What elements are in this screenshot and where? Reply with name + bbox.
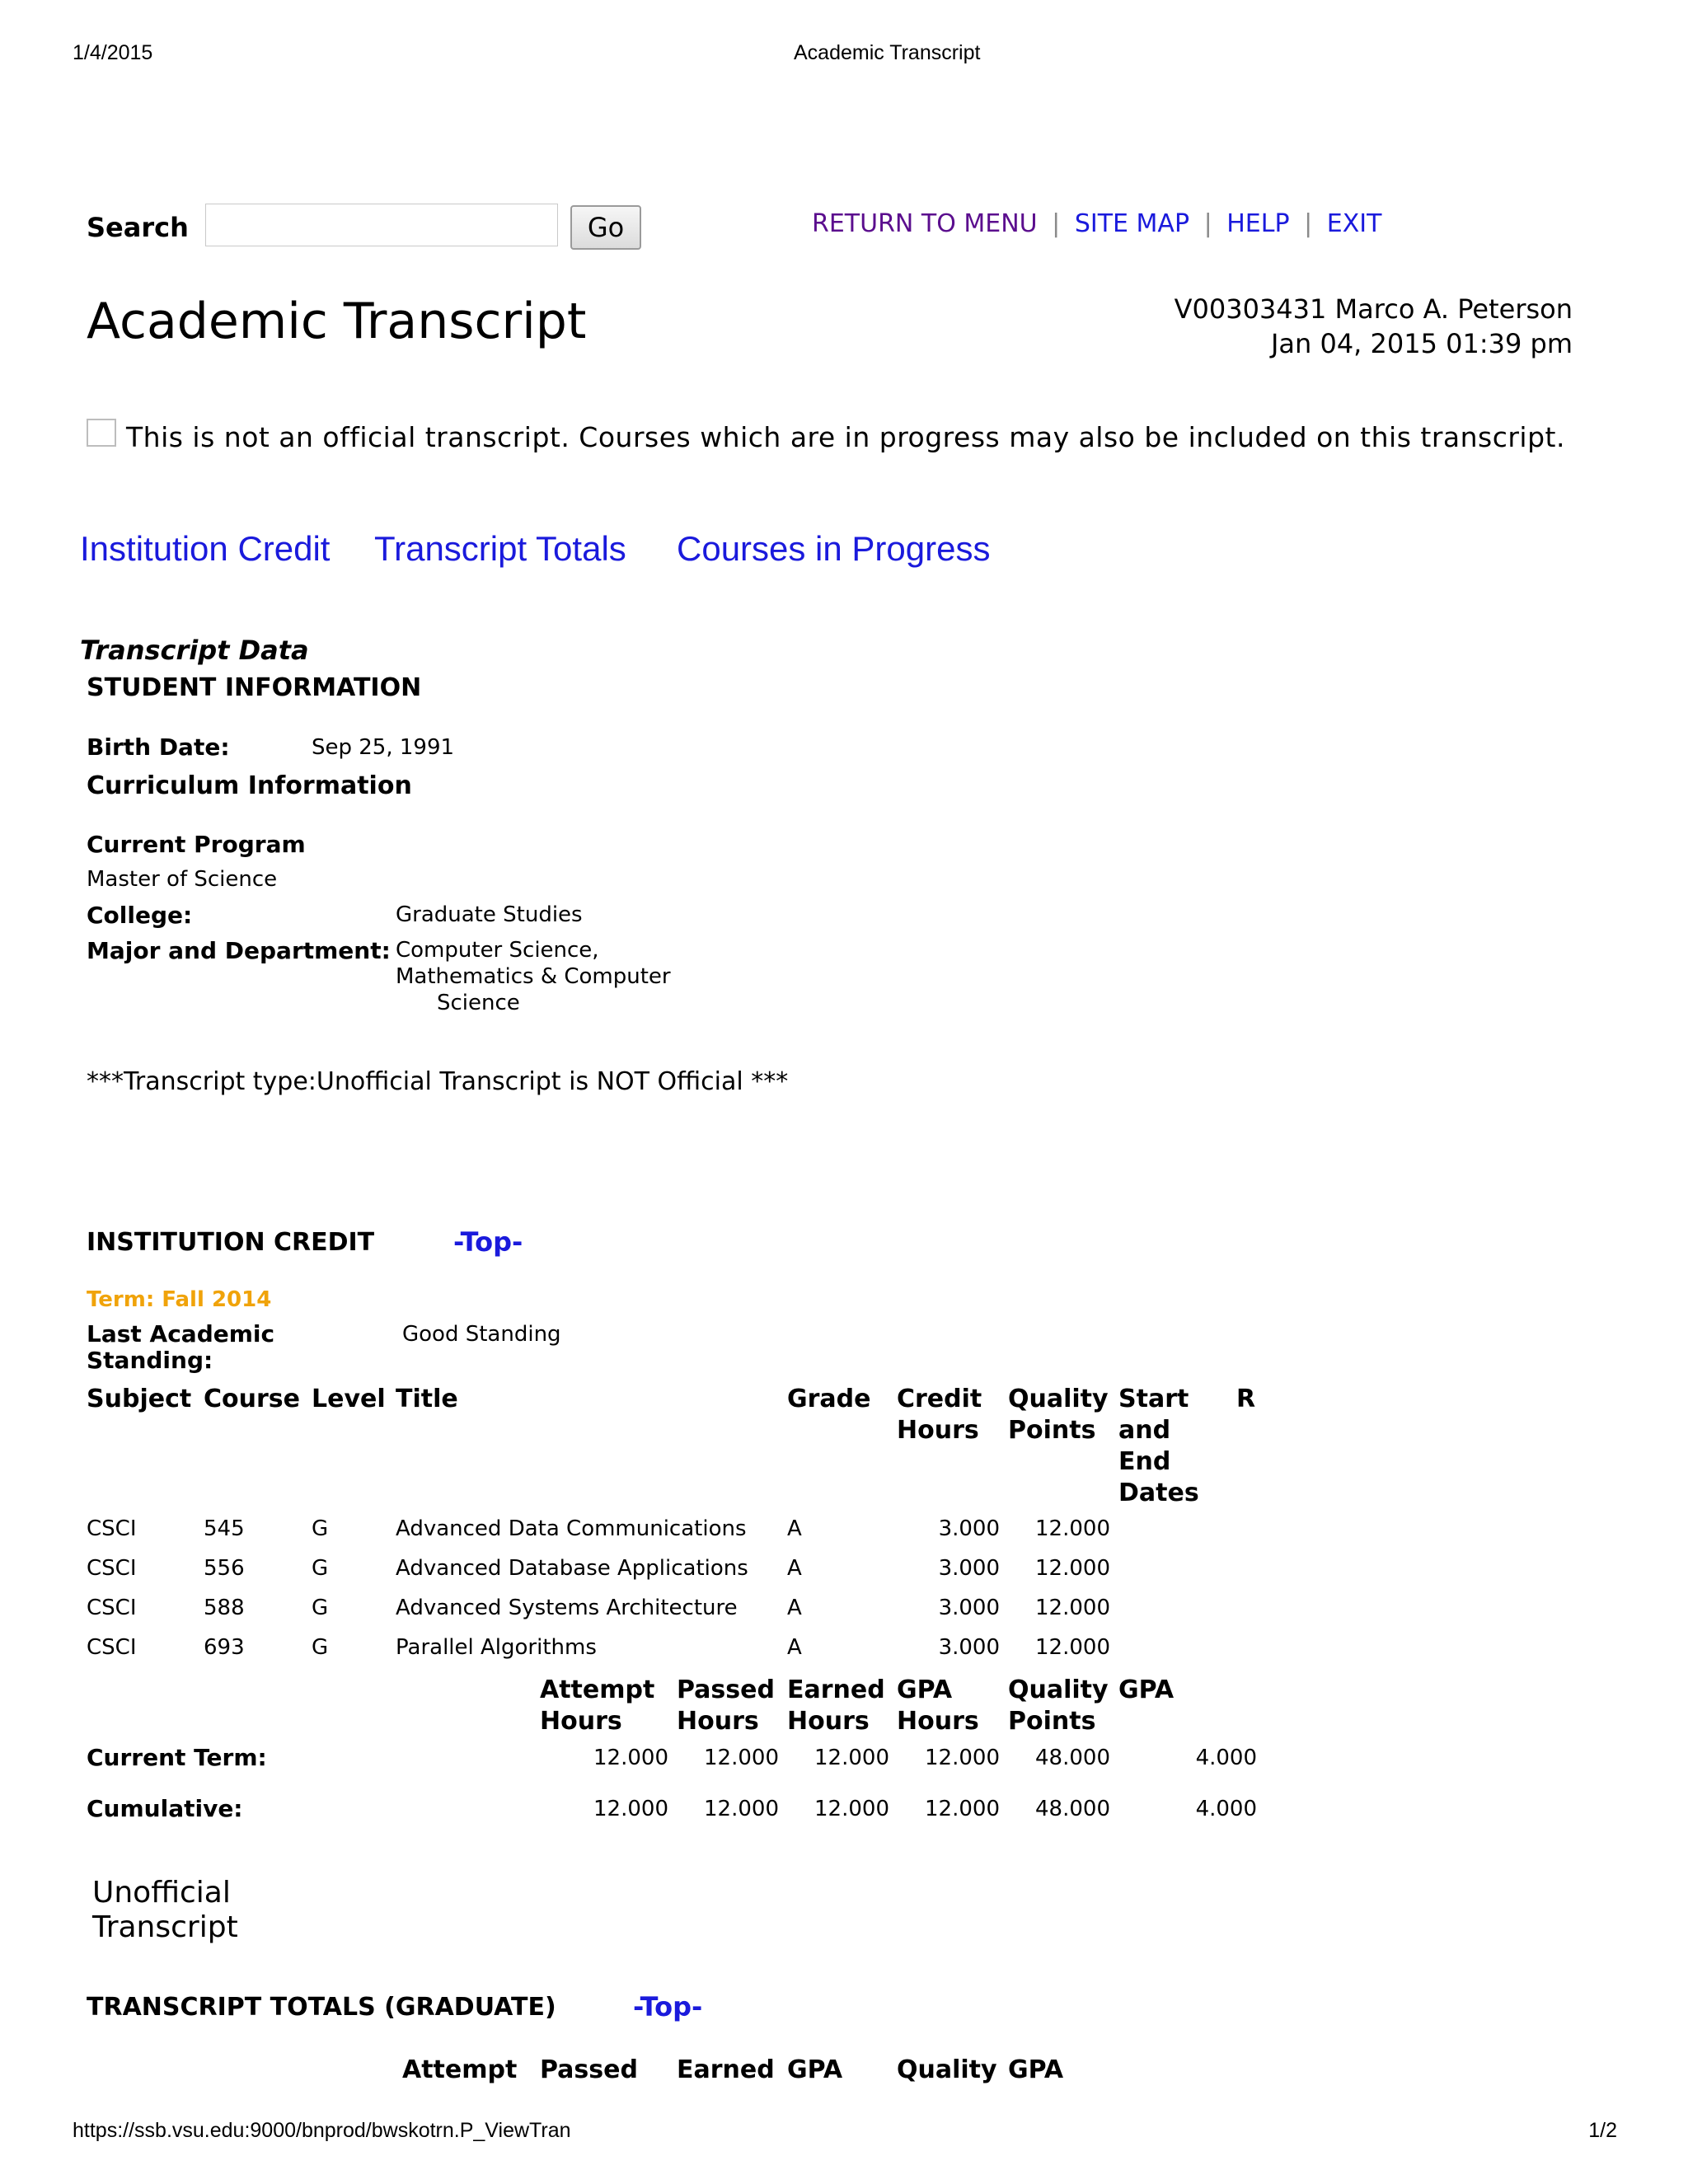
page-datetime: Jan 04, 2015 01:39 pm [1270, 328, 1573, 359]
standing-label-line2: Standing: [87, 1347, 213, 1374]
current-term-earned: 12.000 [814, 1746, 889, 1770]
nav-separator: | [1052, 209, 1061, 238]
cumulative-earned: 12.000 [814, 1797, 889, 1821]
course-title: Advanced Systems Architecture [396, 1596, 738, 1620]
course-credit-hours: 3.000 [938, 1516, 1000, 1541]
standing-label-line1: Last Academic [87, 1320, 275, 1347]
col-quality: Quality [897, 2055, 997, 2084]
col-passed-hours: Hours [677, 1707, 759, 1736]
course-quality-points: 12.000 [1035, 1596, 1110, 1620]
nav-separator: | [1304, 209, 1313, 238]
student-info-heading: STUDENT INFORMATION [87, 673, 422, 702]
course-subject: CSCI [87, 1635, 137, 1660]
current-term-gpa: 4.000 [1195, 1746, 1257, 1770]
col-gpa: GPA [1118, 1675, 1175, 1704]
col-passed: Passed [540, 2055, 638, 2084]
print-title: Academic Transcript [794, 41, 981, 64]
col-credit-hours: Hours [897, 1416, 979, 1445]
cumulative-quality: 48.000 [1035, 1797, 1110, 1821]
current-program-value: Master of Science [87, 867, 278, 892]
unofficial-notice: This is not an official transcript. Courses which are in progress may also be included on this transcript. [126, 421, 1565, 453]
course-level: G [312, 1635, 329, 1660]
curriculum-heading: Curriculum Information [87, 771, 412, 800]
col-earned-hours: Hours [787, 1707, 870, 1736]
course-subject: CSCI [87, 1516, 137, 1541]
course-subject: CSCI [87, 1556, 137, 1581]
cumulative-gpa: 4.000 [1195, 1797, 1257, 1821]
cumulative-gpa-hours: 12.000 [925, 1797, 1000, 1821]
col-subject: Subject [87, 1385, 192, 1413]
course-title: Parallel Algorithms [396, 1635, 597, 1660]
transcript-type: ***Transcript type:Unofficial Transcript is NOT Official *** [87, 1067, 789, 1096]
help-link[interactable]: HELP [1226, 209, 1290, 238]
major-value-line1: Computer Science, [396, 938, 599, 963]
col-start-end-dates: End [1118, 1447, 1171, 1476]
col-quality-points: Quality [1008, 1385, 1109, 1413]
current-term-quality: 48.000 [1035, 1746, 1110, 1770]
user-info: V00303431 Marco A. Peterson [1174, 293, 1573, 325]
birth-date-label: Birth Date: [87, 733, 230, 761]
course-quality-points: 12.000 [1035, 1516, 1110, 1541]
cumulative-attempt: 12.000 [593, 1797, 668, 1821]
return-to-menu-link[interactable]: RETURN TO MENU [812, 209, 1038, 238]
search-input[interactable] [205, 204, 558, 246]
course-number: 545 [204, 1516, 245, 1541]
col-gpa-hours: Hours [897, 1707, 979, 1736]
standing-value: Good Standing [402, 1322, 561, 1347]
col-quality-points: Quality [1008, 1675, 1109, 1704]
col-earned: Earned [677, 2055, 775, 2084]
col-quality-points: Points [1008, 1416, 1096, 1445]
course-grade: A [787, 1556, 802, 1581]
notice-checkbox-icon [87, 419, 116, 447]
exit-link[interactable]: EXIT [1326, 209, 1382, 238]
search-label: Search [87, 212, 189, 243]
current-term-passed: 12.000 [704, 1746, 779, 1770]
course-title: Advanced Data Communications [396, 1516, 747, 1541]
current-program-label: Current Program [87, 831, 306, 858]
current-term-label: Current Term: [87, 1744, 267, 1771]
col-start-end-dates: and [1118, 1416, 1171, 1445]
unofficial-watermark: Unofficial [92, 1876, 231, 1910]
course-quality-points: 12.000 [1035, 1635, 1110, 1660]
course-subject: CSCI [87, 1596, 137, 1620]
transcript-data-heading: Transcript Data [80, 635, 309, 666]
col-course: Course [204, 1385, 300, 1413]
current-term-attempt: 12.000 [593, 1746, 668, 1770]
col-quality-points: Points [1008, 1707, 1096, 1736]
col-gpa: GPA [1008, 2055, 1064, 2084]
transcript-totals-heading: TRANSCRIPT TOTALS (GRADUATE) [87, 1993, 556, 2022]
col-attempt-hours: Attempt [540, 1675, 655, 1704]
col-attempt-hours: Hours [540, 1707, 622, 1736]
top-nav [812, 209, 1381, 238]
go-button[interactable]: Go [570, 205, 641, 250]
print-page-number: 1/2 [1588, 2119, 1617, 2142]
col-earned-hours: Earned [787, 1675, 885, 1704]
term-label: Term: Fall 2014 [87, 1287, 272, 1312]
current-term-gpa-hours: 12.000 [925, 1746, 1000, 1770]
course-credit-hours: 3.000 [938, 1635, 1000, 1660]
col-gpa: GPA [787, 2055, 843, 2084]
col-credit-hours: Credit [897, 1385, 982, 1413]
institution-credit-heading: INSTITUTION CREDIT [87, 1228, 375, 1257]
course-credit-hours: 3.000 [938, 1596, 1000, 1620]
course-grade: A [787, 1635, 802, 1660]
course-number: 556 [204, 1556, 245, 1581]
unofficial-watermark: Transcript [92, 1910, 238, 1944]
course-quality-points: 12.000 [1035, 1556, 1110, 1581]
course-grade: A [787, 1516, 802, 1541]
col-title: Title [396, 1385, 458, 1413]
course-credit-hours: 3.000 [938, 1556, 1000, 1581]
institution-credit-link[interactable]: Institution Credit [80, 529, 331, 568]
top-link[interactable]: -Top- [633, 1991, 703, 2022]
college-value: Graduate Studies [396, 902, 583, 927]
transcript-totals-link[interactable]: Transcript Totals [374, 529, 626, 568]
col-attempt: Attempt [402, 2055, 518, 2084]
print-url: https://ssb.vsu.edu:9000/bnprod/bwskotrn.P_ViewTran [73, 2119, 571, 2142]
page-title: Academic Transcript [87, 293, 587, 350]
col-grade: Grade [787, 1385, 871, 1413]
course-number: 588 [204, 1596, 245, 1620]
major-value-line2: Mathematics & Computer [396, 964, 671, 989]
course-level: G [312, 1556, 329, 1581]
col-start-end-dates: Start [1118, 1385, 1189, 1413]
col-level: Level [312, 1385, 386, 1413]
courses-in-progress-link[interactable]: Courses in Progress [677, 529, 991, 568]
col-gpa-hours: GPA [897, 1675, 953, 1704]
cumulative-passed: 12.000 [704, 1797, 779, 1821]
print-date: 1/4/2015 [73, 41, 153, 64]
cumulative-label: Cumulative: [87, 1795, 243, 1822]
nav-separator: | [1203, 209, 1212, 238]
col-passed-hours: Passed [677, 1675, 775, 1704]
course-title: Advanced Database Applications [396, 1556, 748, 1581]
major-value-line3: Science [437, 991, 520, 1015]
college-label: College: [87, 902, 193, 929]
birth-date-value: Sep 25, 1991 [312, 735, 455, 760]
major-label: Major and Department: [87, 937, 391, 964]
course-number: 693 [204, 1635, 245, 1660]
course-level: G [312, 1596, 329, 1620]
col-r: R [1236, 1385, 1256, 1413]
course-level: G [312, 1516, 329, 1541]
top-link[interactable]: -Top- [453, 1226, 523, 1258]
site-map-link[interactable]: SITE MAP [1074, 209, 1190, 238]
col-start-end-dates: Dates [1118, 1479, 1199, 1507]
course-grade: A [787, 1596, 802, 1620]
